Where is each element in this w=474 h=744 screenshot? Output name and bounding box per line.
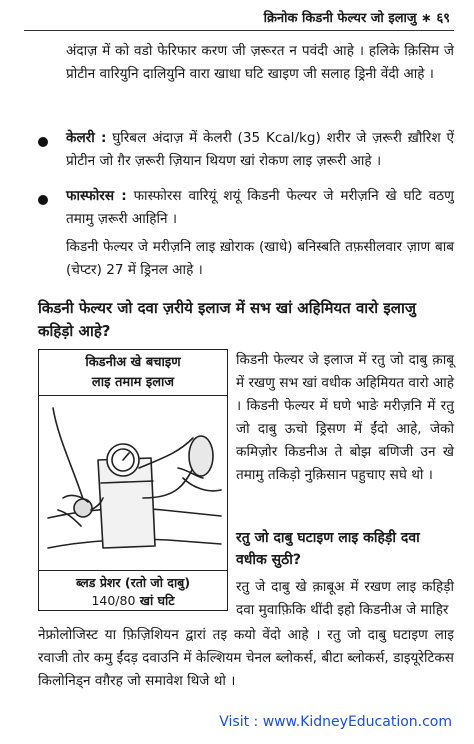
- final-paragraph: नेफ्रोलोजिस्ट या फ़िज़िशियन द्वारां तइ कयो वेंदो आहे । रतु जो दाबु घटाइण लाइ रवाजी तोर कमु ईंदड़ दवाउनि में केल्शियम चेनल ब्लोकर्स, बीटा ब्लोकर्स, डाइयूरेटिकस किलोनिड्न वग़ैरह जो समावेश थिजे थो ।: [38, 627, 454, 689]
- figure-title-line: लाइ तमाम इलाज: [91, 375, 175, 390]
- figure-caption: [39, 574, 227, 610]
- footer-link[interactable]: Visit : www.KidneyEducation.com: [219, 714, 452, 730]
- phosphorus-note: किडनी फेल्यर जे मरीज़नि लाइ ख़ोराक (खाधे) बनिस्बति तफ़सीलवार ज़ाण बाब (चेप्टर) 27 में ड्रिनल आहे ।: [66, 239, 454, 278]
- intro-paragraph: अंदाज़ में को वडो फेरिफार करण जी ज़रूरत न पवंदी आहे । हलिके क़िसिम जे प्रोटीन वारियुनि दालियुनि वारा खाधा घटि खाइण जी सलाह ड्रिनी वेंदी आहे ।: [66, 43, 454, 82]
- section-heading: किडनी फेल्यर जो दवा ज़रीये इलाज में सभ खां अहिमियत वारो इलाजु कहिड़ो आहे?: [38, 299, 416, 340]
- figure-divider: [39, 570, 227, 571]
- running-head: क्रिनोक किडनी फेल्यर जो इलाजु ∗ ६९: [263, 11, 450, 26]
- bullet-term: केलरी :: [66, 130, 107, 146]
- bullet-term: फास्फोरस :: [66, 188, 127, 204]
- figure-title: [39, 353, 227, 393]
- bullet-text: घुरिबल अंदाज़ में केलरी (35 Kcal/kg) शरीर जे ज़रूरी ख़ौरिश ऐं प्रोटीन जो ग़ैर ज़रूरी ज़ियान थियण खां रोकण लाइ ज़रूरी आहे ।: [66, 130, 454, 169]
- caption-suffix: खां घटि: [135, 593, 175, 608]
- bullet-phosphorus: [66, 185, 454, 231]
- bp-figure: [38, 349, 228, 611]
- caption-line: ब्लड प्रेशर (रतो जो दाबु): [75, 575, 191, 590]
- side-paragraph: किडनी फेल्यर जे इलाज में रतु जो दाबु क़ाबू में रखणु सभ खां वधीक अहिमियत वारो आहे । किडनी फेल्यर में घणे भाङे मरीज़नि में रतु जो दाबु ऊचो ड्रिसण में ईंदो आहे, जेको कमिज़ोर किडनीअ ते बोझ बणिजी उन खे तमामु तकिड़ो नुक़िसान पहुचाए सघे थो ।: [236, 352, 454, 483]
- bullet-text: फास्फोरस वारियूं शयूं किडनी फेल्यर जे मरीज़नि खे घटि वठणु तमामु ज़रूरी आहिनि ।: [66, 188, 454, 227]
- bp-measurement-illustration: [43, 398, 223, 568]
- sub-heading: रतु जो दाबु घटाइण लाइ कहिड़ी दवा वधीक सुठी?: [236, 530, 420, 568]
- bullet-dot: [38, 195, 48, 205]
- figure-divider: [39, 395, 227, 396]
- bullet-calorie: [66, 127, 454, 173]
- figure-title-line: किडनीअ खे बचाइण: [85, 355, 181, 370]
- caption-value: 140/80: [91, 593, 136, 608]
- side-paragraph-2: रतु जे दाबु खे क़ाबूअ में रखण लाइ कहिड़ी दवा मुवाफ़िकि थींदी इहो किडनीअ जे माहिर: [236, 579, 454, 618]
- header-rule: [24, 30, 454, 31]
- bullet-dot: [38, 137, 48, 147]
